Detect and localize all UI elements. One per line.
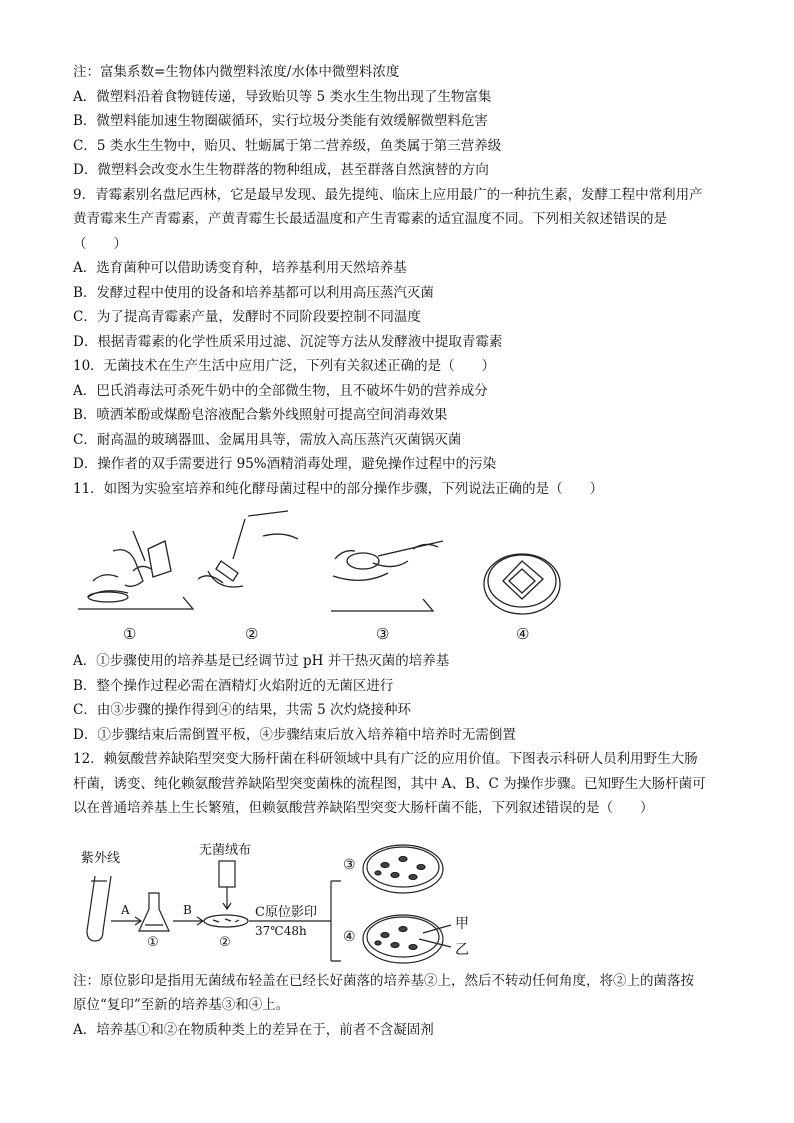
q10-option-d: D．操作者的双手需要进行 95%酒精消毒处理，避免操作过程中的污染 [73,456,497,472]
plate-4-drawing [363,915,451,963]
plate-2-number: ② [219,934,231,950]
q8-option-b: B．微塑料能加速生物圈碳循环，实行垃圾分类能有效缓解微塑料危害 [73,113,488,129]
q11-figure [73,501,733,649]
petri-dish-drawing [484,554,560,614]
q11-option-b: B．整个操作过程必需在酒精灯火焰附近的无菌区进行 [73,677,394,694]
q12-note-line1: 注：原位影印是指用无菌绒布轻盖在已经长好菌落的培养基②上，然后不转动任何角度，将②上的菌落按 [73,972,694,989]
pipette-drawing [198,511,298,587]
fig-label-4: ④ [516,625,530,643]
flask-drawing [139,893,169,931]
plate-3-number: ③ [343,856,356,873]
branch-bracket [331,881,341,961]
velvet-drawing [219,861,235,909]
colony-yi-label: 乙 [455,941,469,958]
q12-note-line2: 原位“复印”至新的培养基③和④上。 [73,997,290,1013]
q8-option-a: A．微塑料沿着食物链传递，导致贻贝等 5 类水生生物出现了生物富集 [73,88,492,105]
fig-label-3: ③ [376,625,390,643]
q9-option-b: B．发酵过程中使用的设备和培养基都可以利用高压蒸汽灭菌 [73,284,434,301]
plate-2-drawing [204,915,248,927]
arrow-a [111,917,141,925]
q8-option-d: D．微塑料会改变水生生物群落的物种组成，甚至群落自然演替的方向 [73,162,489,178]
colony-jia-label: 甲 [455,915,469,932]
condition-label: 37℃48h [255,923,307,938]
uv-label: 紫外线 [81,850,121,866]
fig-label-2: ② [245,625,259,643]
plate-3-drawing [363,845,443,893]
q11-procedure-illustration [73,501,733,649]
q11-option-d: D．①步骤结束后需倒置平板，④步骤结束后放入培养箱中培养时无需倒置 [73,726,516,743]
q12-stem-line3: 以在普通培养基上生长繁殖，但赖氨酸营养缺陷型突变大肠杆菌不能，下列叙述错误的是（ ） [73,800,654,816]
plate-4-number: ④ [343,928,356,945]
q9-stem-line3: （ ） [73,235,127,252]
q11-option-a: A．①步骤使用的培养基是已经调节过 pH 并干热灭菌的培养基 [73,653,450,669]
q11-stem: 11．如图为实验室培养和纯化酵母菌过程中的部分操作步骤，下列说法正确的是（ ） [73,480,604,497]
q9-option-d: D．根据青霉素的化学性质采用过滤、沉淀等方法从发酵液中提取青霉素 [73,333,503,350]
q12-stem-line1: 12．赖氨酸营养缺陷型突变大肠杆菌在科研领域中具有广泛的应用价值。下图表示科研人员利用野生大肠 [73,751,698,767]
exam-page [73,60,733,1042]
q9-stem-line1: 9．青霉素别名盘尼西林，它是最早发现、最先提纯、临床上应用最广的一种抗生素，发酵工程中常利用产 [73,186,703,203]
velvet-label: 无菌绒布 [199,842,252,858]
fig-label-1: ① [123,625,137,643]
q12-option-a: A．培养基①和②在物质种类上的差异在于，前者不含凝固剂 [73,1021,434,1038]
q10-option-c: C．耐高温的玻璃器皿、金属用具等，需放入高压蒸汽灭菌锅灭菌 [73,431,462,448]
test-tube-drawing [87,876,111,941]
streaking-drawing [331,541,443,611]
step-b-label: B [183,902,192,917]
q12-flow-figure [73,821,733,969]
pouring-plate-drawing [78,531,193,609]
step-a-label: A [121,902,130,917]
q10-option-a: A．巴氏消毒法可杀死牛奶中的全部微生物，且不破坏牛奶的营养成分 [73,382,488,399]
q12-stem-line2: 杆菌，诱变、纯化赖氨酸营养缺陷型突变菌株的流程图，其中 A、B、C 为操作步骤。已知野生大肠杆菌可 [73,775,706,792]
arrow-b [173,917,203,925]
q8-option-c: C．5 类水生生物中，贻贝、牡蛎属于第二营养级，鱼类属于第三营养级 [73,137,502,154]
q9-option-a: A．选育菌种可以借助诱变育种，培养基利用天然培养基 [73,260,407,276]
plate-1-number: ① [147,934,159,950]
q12-flow-diagram [73,821,493,969]
q10-option-b: B．喷洒苯酚或煤酚皂溶液配合紫外线照射可提高空间消毒效果 [73,407,448,423]
q9-option-c: C．为了提高青霉素产量，发酵时不同阶段要控制不同温度 [73,309,421,325]
q8-note: 注：富集系数=生物体内微塑料浓度/水体中微塑料浓度 [73,64,400,80]
step-c-label: C原位影印 [255,904,317,920]
q10-stem: 10．无菌技术在生产生活中应用广泛，下列有关叙述正确的是（ ） [73,358,496,374]
q11-option-c: C．由③步骤的操作得到④的结果，共需 5 次灼烧接种环 [73,702,412,718]
q9-stem-line2: 黄青霉来生产青霉素，产黄青霉生长最适温度和产生青霉素的适宜温度不同。下列相关叙述错误的是 [73,211,667,227]
